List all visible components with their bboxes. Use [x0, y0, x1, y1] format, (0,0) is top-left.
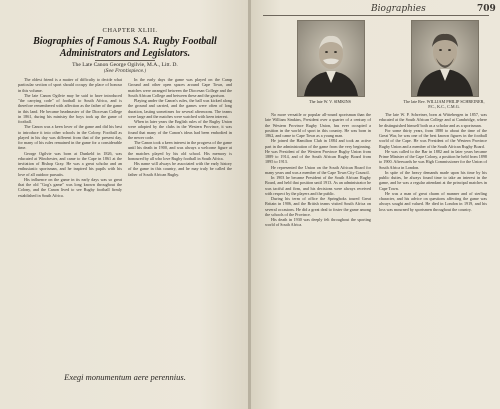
- footer-motto: Exegi monumentum aere perennius.: [64, 372, 186, 382]
- left-column-1: [18, 77, 122, 367]
- right-column-2: [379, 112, 487, 402]
- portrait-schreiner-caption: The late Rev. WILLIAM PHILIP SCHREINER, P.C., K.C., C.M.G.: [403, 99, 485, 110]
- chapter-title: Biographies of Famous S.A. Rugby Football Administrators and Legislators.: [33, 36, 217, 59]
- portrait-schreiner-image: [412, 21, 478, 96]
- title-rule: [95, 60, 155, 61]
- left-col-1-paragraph: The Canon was a keen lover of the game and did his best to introduce it into other schools in the Colony. Football as played in his day was different from that of the present day, for many of his rules remained in the game for a considerable time.: [18, 124, 122, 151]
- left-col-1-paragraph: His influence on the game in its early days was so great that the old "Gog's game" was long known throughout the Colony, and the Canon lived to see Rugby football firmly established in South Africa.: [18, 176, 122, 198]
- portrait-simkins-caption: The late W. V. SIMKINS: [309, 99, 351, 104]
- portrait-schreiner: [411, 20, 479, 97]
- left-col-2-paragraph: Playing under the Canon's rules, the ball was kicked along the ground and carried, and the games were often of long duration, lasting sometimes for several afternoons. The teams were large and the matches were watched with keen interest.: [128, 98, 232, 119]
- author-note: (See Frontispiece.): [103, 69, 147, 74]
- right-col-1-paragraph: In 1903 he became President of the South African Rugby Board, and held that position until 1913. As an administrator he was tactful and firm, and his decisions were always received with respect by the players and the public.: [265, 175, 371, 196]
- left-col-1-paragraph: The late Canon Ogilvie may be said to have introduced "the carrying code" of football to South Africa, and is therefore remembered with affection as the father of the game in this land. He became headmaster of the Diocesan College in 1861, during his ministry the boys took up the game of football.: [18, 92, 122, 124]
- right-col-1-paragraph: During his term of office the Springboks toured Great Britain in 1906, and the British teams visited South Africa on several occasions. He did a great deal to foster the game among the schools of the Province.: [265, 196, 371, 217]
- portrait-simkins-image: [298, 21, 364, 96]
- right-col-2-paragraph: He was a man of great charm of manner and of sterling character, and his advice on questions affecting the game was always sought and valued. He died in London in 1919, and his loss was mourned by sportsmen throughout the country.: [379, 190, 487, 212]
- left-col-2-paragraph: His name will always be associated with the early history of the game in this country, and he may truly be called the father of South African Rugby.: [128, 161, 232, 177]
- right-col-1-paragraph: He represented the Union on the South African Board for many years and was a member of the Cape Town City Council.: [265, 164, 371, 175]
- chapter-heading: CHAPTER XLIII.: [102, 27, 158, 34]
- author-line: The Late Canon George Ogilvie, M.A., Litt. D.: [72, 62, 178, 68]
- left-col-2-paragraph: The Canon took a keen interest in the progress of the game until his death in 1900, and was always a welcome figure at the matches played by his old school. His memory is honoured by all who love Rugby football in South Africa.: [128, 140, 232, 161]
- right-col-2-paragraph: In spite of the heavy demands made upon his time by his public duties, he always found time to take an interest in the game, and he was a regular attendant at the principal matches in Cape Town.: [379, 169, 487, 191]
- left-col-2-paragraph: In the early days the game was played on the Camp Ground and other open spaces around Cape Town, and matches were arranged between the Diocesan College and the South African College and between these and the garrison.: [128, 77, 232, 98]
- left-page: [0, 0, 249, 409]
- page-number: 709: [477, 4, 496, 14]
- right-col-2-paragraph: For some thirty years, from 1880 to about the time of the Great War, he was one of the best known figures in the football world of the Cape. He was President of the Western Province Rugby Union and a member of the South African Rugby Board.: [379, 127, 487, 149]
- right-col-2-paragraph: The late W. P. Schreiner, born at Wittebergen in 1857, was educated at the South African College and at Cambridge, where he distinguished himself both as a scholar and as a sportsman.: [379, 112, 487, 128]
- right-col-1-paragraph: No more versatile or popular all-round sportsman than the late William Simkins, President over a quarter of a century of the Western Province Rugby Union, has ever occupied a position in the world of sport in this country. He was born in 1862, and came to Cape Town as a young man.: [265, 112, 371, 138]
- running-head: Biographies: [371, 4, 426, 14]
- left-col-1-paragraph: The oldest friend is a matter of difficulty to decide what particular section of sport should occupy the place of honour in this volume.: [18, 77, 122, 93]
- right-col-2-paragraph: He was called to the Bar in 1882 and in later years became Prime Minister of the Cape Colony, a position he held from 1898 to 1900. Afterwards he was High Commissioner for the Union of South Africa in London.: [379, 148, 487, 170]
- header-rule: [263, 15, 489, 16]
- right-column-1: [265, 112, 371, 402]
- right-page: [251, 0, 500, 409]
- left-col-2-paragraph: When in later years the English rules of the Rugby Union were adopted by the clubs in the Western Province, it was found that many of the Canon's ideas had been embodied in the newer code.: [128, 119, 232, 140]
- left-col-1-paragraph: George Ogilvie was born at Dunkeld in 1826, was educated at Winchester, and came to the Cape in 1861 at the invitation of Bishop Gray. He was a great scholar and an enthusiastic sportsman, and he inspired his pupils with his love of all outdoor pursuits.: [18, 150, 122, 177]
- left-column-2: [128, 77, 232, 367]
- portrait-simkins: [297, 20, 365, 97]
- right-col-1-paragraph: He joined the Hamilton Club in 1884 and took an active part in the administration of the game from the very beginning. He was President of the Western Province Rugby Union from 1889 to 1914, and of the South African Rugby Board from 1895 to 1913.: [265, 138, 371, 165]
- right-col-1-paragraph: His death in 1930 was deeply felt throughout the sporting world of South Africa.: [265, 217, 371, 228]
